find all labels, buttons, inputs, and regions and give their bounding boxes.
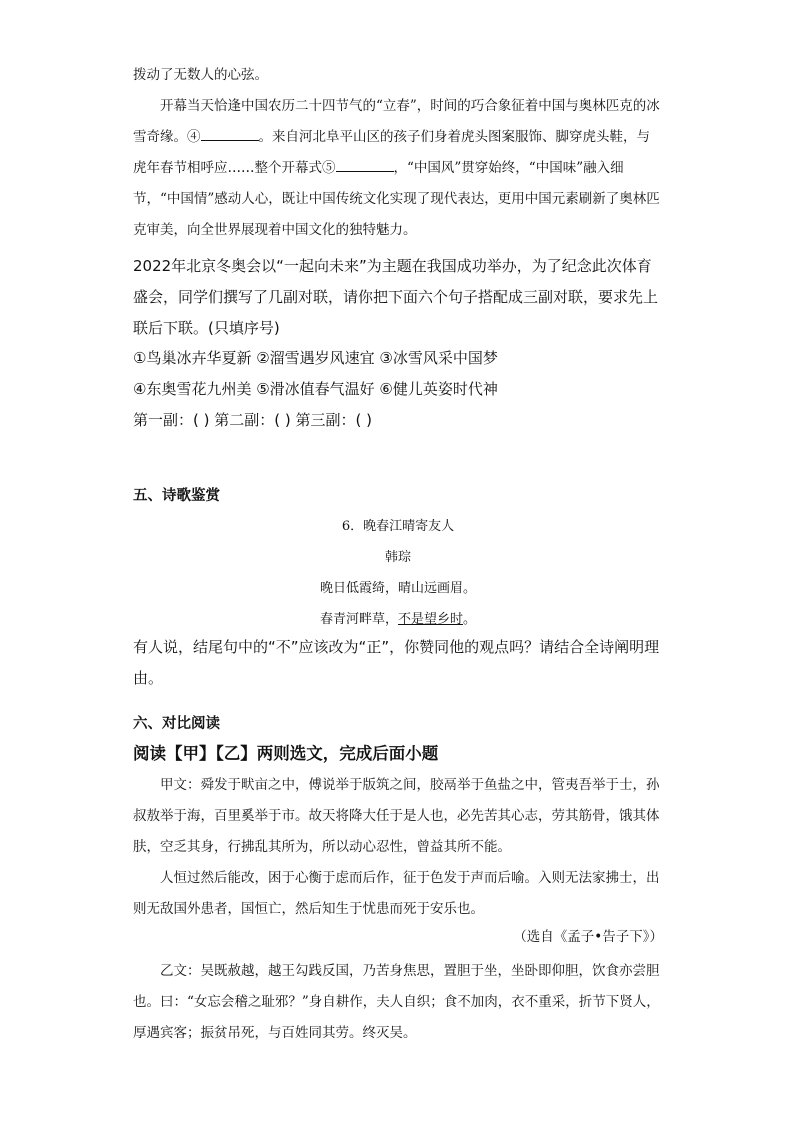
poem-line-2 [133, 608, 663, 627]
text-source: （选自《孟子•告子下》） [513, 929, 663, 945]
answer-blank-5[interactable] [336, 157, 394, 172]
text-jia-paragraph-1: 甲文：舜发于畎亩之中，傅说举于版筑之间，胶鬲举于鱼盐之中，管夷吾举于士，孙叔敖举于海，百里奚举于市。故天将降大任于是人也，必先苦其心志，劳其筋骨，饿其体肤，空乏其身，行拂乱其所为，所以动心忍性，曾益其所不能。 [133, 777, 660, 855]
poem-underlined-phrase: 不是望乡时 [397, 612, 463, 627]
poem-author: 韩琮 [384, 550, 411, 565]
couplet-options-row-1: ①鸟巢冰卉华夏新 ②溜雪遇岁风速宜 ③冰雪风采中国梦 [133, 349, 498, 367]
poem-title: 6．晚春江晴寄友人 [341, 519, 455, 534]
text-yi-paragraph: 乙文：吴既赦越，越王勾践反国，乃苦身焦思，置胆于坐，坐卧即仰胆，饮食亦尝胆也。曰：“女忘会稽之耻邪？”身自耕作，夫人自织；食不加肉，衣不重采，折节下贤人，厚遇宾客；振贫吊死，与百姓同其劳。终灭吴。 [133, 963, 660, 1041]
passage-line: 拨动了无数人的心弦。 [133, 67, 268, 83]
poetry-question: 有人说，结尾句中的“不”应该改为“正”，你赞同他的观点吗？请结合全诗阐明理由。 [133, 638, 660, 687]
poem-line-2-end: 。 [463, 612, 477, 627]
passage-paragraph [133, 91, 663, 246]
passage-text-2: 。来自河北阜平山区的孩子们身着虎头图案服饰、脚穿虎头鞋，与虎年春节相呼应……整个开幕式⑤ [133, 129, 650, 176]
couplet-answer-slots[interactable]: 第一副：( ) 第二副：( ) 第三副：( ) [133, 411, 372, 429]
answer-blank-4[interactable] [201, 126, 259, 141]
reading-instruction: 阅读【甲】【乙】两则选文，完成后面小题 [133, 744, 439, 763]
section-heading-comparison: 六、对比阅读 [133, 716, 220, 732]
text-jia-paragraph-2: 人恒过然后能改，困于心衡于虑而后作，征于色发于声而后喻。入则无法家拂士，出则无敌国外患者，国恒亡，然后知生于忧患而死于安乐也。 [133, 870, 660, 917]
section-heading-poetry: 五、诗歌鉴赏 [133, 488, 220, 504]
passage-text-1: 开幕当天恰逢中国农历二十四节气的“立春”，时间的巧合象征着中国与奥林匹克的冰雪奇缘。④ [133, 98, 660, 145]
poem-line-2-part-1: 春青河畔草， [319, 612, 398, 627]
couplet-prompt: 2022年北京冬奥会以“一起向未来”为主题在我国成功举办，为了纪念此次体育盛会，同学们撰写了几副对联，请你把下面六个句子搭配成三副对联，要求先上联后下联。(只填序号) [133, 257, 659, 337]
couplet-options-row-2: ④东奥雪花九州美 ⑤滑冰值春气温好 ⑥健儿英姿时代神 [133, 380, 498, 398]
poem-line-1: 晚日低霞绮，晴山远画眉。 [319, 581, 476, 596]
passage-text-3: ，“中国风”贯穿始终，“中国味”融入细节，“中国情”感动人心，既让中国传统文化实现了现代表达，更用中国元素刷新了奥林匹克审美，向全世界展现着中国文化的独特魅力。 [133, 160, 660, 238]
